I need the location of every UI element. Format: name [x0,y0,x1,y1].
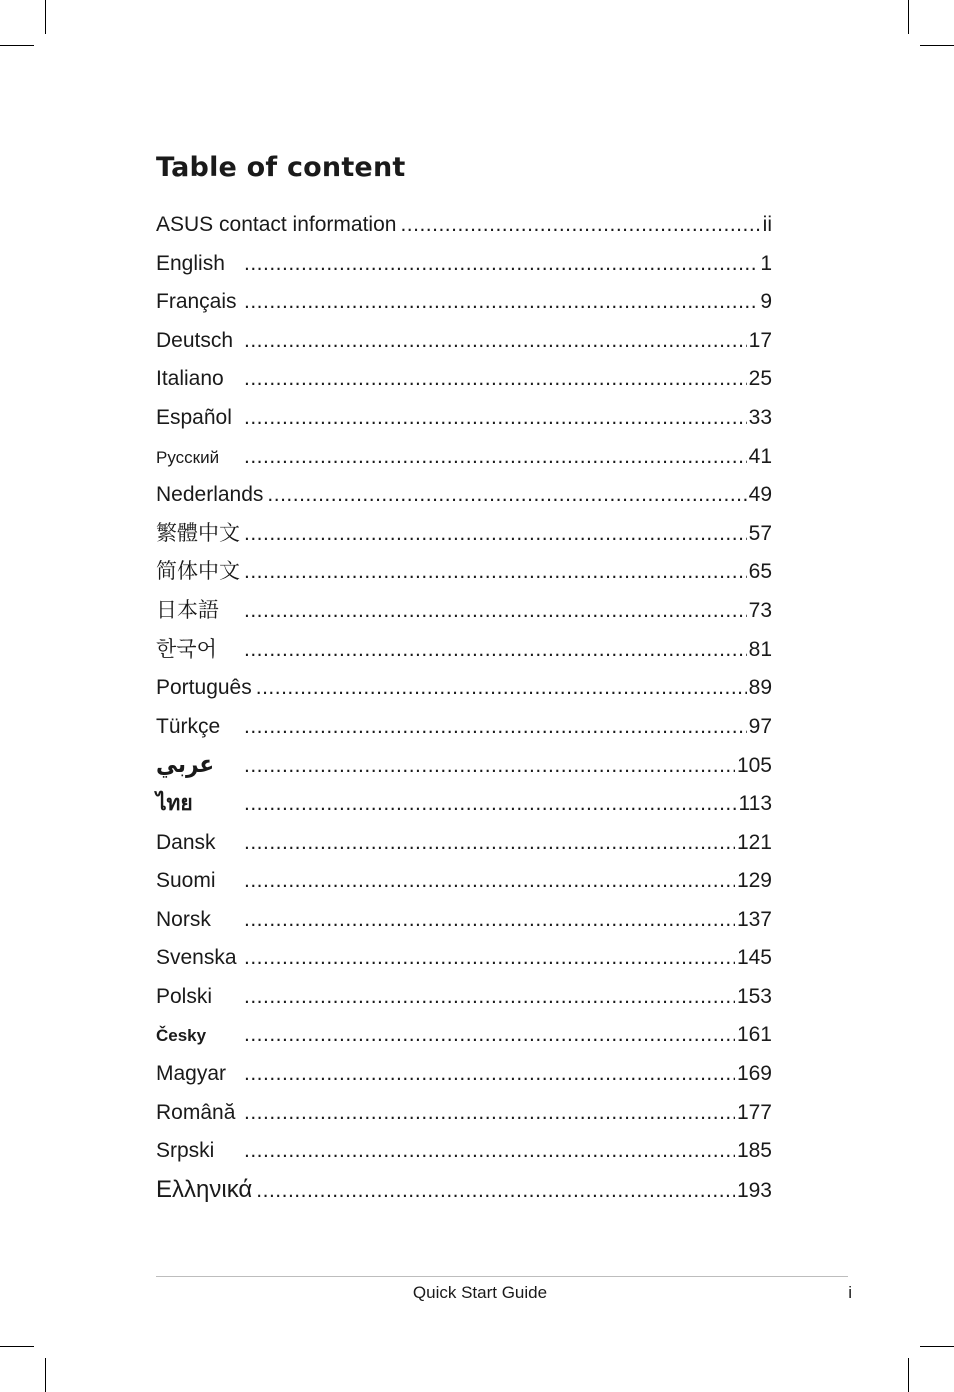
toc-entry-page: 17 [748,328,772,352]
toc-entry[interactable] [156,826,772,865]
dot-leader [244,980,735,1014]
toc-entry-label: 한국어 [156,637,217,661]
toc-entry-label: Italiano [156,367,224,391]
toc-entry-label: Svenska [156,946,237,970]
table-of-contents [156,208,772,1211]
toc-entry-page: 49 [748,483,772,507]
toc-entry-label: Polski [156,984,213,1008]
dot-leader [244,826,735,860]
toc-entry-page: 25 [748,367,772,391]
dot-leader [244,401,747,435]
toc-entry-page: 81 [748,637,772,661]
toc-entry-page: 105 [736,754,772,778]
dot-leader [244,594,747,628]
toc-entry[interactable] [156,671,772,710]
toc-entry[interactable] [156,748,772,787]
toc-entry-label: Dansk [156,830,216,854]
toc-entry-label: 日本語 [156,598,219,622]
toc-entry[interactable] [156,478,772,517]
toc-entry[interactable] [156,324,772,363]
dot-leader [244,749,735,783]
dot-leader [244,903,735,937]
footer-divider [156,1276,848,1277]
dot-leader [244,1057,735,1091]
toc-entry[interactable] [156,362,772,401]
toc-entry[interactable] [156,1173,772,1212]
toc-entry[interactable] [156,1018,772,1057]
toc-entry[interactable] [156,247,772,286]
toc-entry-label: Română [156,1100,236,1124]
toc-entry-page: 185 [736,1139,772,1163]
crop-mark [908,1358,909,1392]
toc-entry-page: 121 [736,830,772,854]
dot-leader [244,440,747,474]
toc-entry-label: Español [156,405,232,429]
toc-entry-label: Magyar [156,1062,227,1086]
toc-entry-page: 89 [748,676,772,700]
toc-entry[interactable] [156,1134,772,1173]
toc-entry-label: Ελληνικά [156,1175,253,1203]
toc-entry-page: 145 [736,946,772,970]
dot-leader [244,1134,735,1168]
toc-entry-label: ASUS contact information [156,213,397,236]
toc-entry-page: ii [762,213,772,236]
toc-entry-label: Suomi [156,869,216,893]
dot-leader [244,285,758,319]
toc-entry-label: Nederlands [156,483,264,507]
toc-entry-page: 113 [738,791,772,815]
toc-entry[interactable] [156,401,772,440]
toc-entry[interactable] [156,440,772,479]
dot-leader [244,710,747,744]
dot-leader [244,787,737,821]
toc-entry-page: 177 [736,1100,772,1124]
toc-entry-label: Srpski [156,1139,215,1163]
dot-leader [244,1096,735,1130]
dot-leader [244,941,735,975]
toc-entry-label: Türkçe [156,714,221,738]
toc-entry-page: 153 [736,984,772,1008]
dot-leader [400,208,760,242]
toc-entry[interactable] [156,517,772,556]
toc-entry-page: 41 [748,444,772,468]
toc-entry-label: Česky [156,1026,207,1046]
toc-entry-page: 137 [736,907,772,931]
toc-entry[interactable] [156,941,772,980]
toc-entry-label: Deutsch [156,328,234,352]
toc-entry-label: Русский [156,447,220,467]
crop-mark [0,1346,34,1347]
dot-leader [256,671,747,705]
footer-page-number: i [848,1283,852,1302]
toc-entry-label: عربي [156,751,215,779]
toc-entry-page: 9 [760,290,772,314]
toc-entry[interactable] [156,980,772,1019]
dot-leader [244,1018,735,1052]
toc-entry-page: 161 [736,1023,772,1047]
toc-entry-label: Norsk [156,907,211,931]
crop-mark [920,1346,954,1347]
toc-entry[interactable] [156,903,772,942]
dot-leader [244,633,747,667]
toc-entry-page: 129 [736,869,772,893]
toc-entry-label: Français [156,290,237,314]
toc-entry-page: 33 [748,405,772,429]
crop-mark [920,45,954,46]
toc-entry-page: 169 [736,1062,772,1086]
dot-leader [256,1174,735,1208]
toc-entry[interactable] [156,1096,772,1135]
crop-mark [45,1358,46,1392]
dot-leader [244,362,747,396]
dot-leader [244,247,758,281]
dot-leader [267,478,746,512]
dot-leader [244,324,747,358]
toc-entry[interactable] [156,787,772,826]
toc-entry[interactable] [156,285,772,324]
toc-entry-label: English [156,251,225,275]
toc-entry-page: 1 [760,251,772,275]
footer-guide-title: Quick Start Guide [412,1283,548,1302]
toc-entry-page: 73 [748,598,772,622]
toc-entry-label: ไทย [156,791,193,815]
crop-mark [45,0,46,34]
toc-entry-label: 繁體中文 [156,521,240,545]
toc-entry-page: 57 [748,521,772,545]
toc-entry-label: 简体中文 [156,560,240,584]
toc-entry-page: 65 [748,560,772,584]
toc-entry[interactable] [156,594,772,633]
toc-entry[interactable] [156,1057,772,1096]
crop-mark [0,45,34,46]
dot-leader [244,555,747,589]
toc-entry-page: 193 [736,1178,772,1202]
page-title: Table of content [156,152,406,183]
toc-entry[interactable] [156,864,772,903]
toc-entry-label: Português [156,676,252,700]
crop-mark [908,0,909,34]
toc-entry[interactable] [156,710,772,749]
toc-entry[interactable] [156,555,772,594]
toc-entry[interactable] [156,208,772,247]
dot-leader [244,864,735,898]
toc-entry-page: 97 [748,714,772,738]
dot-leader [244,517,747,551]
toc-entry[interactable] [156,633,772,672]
